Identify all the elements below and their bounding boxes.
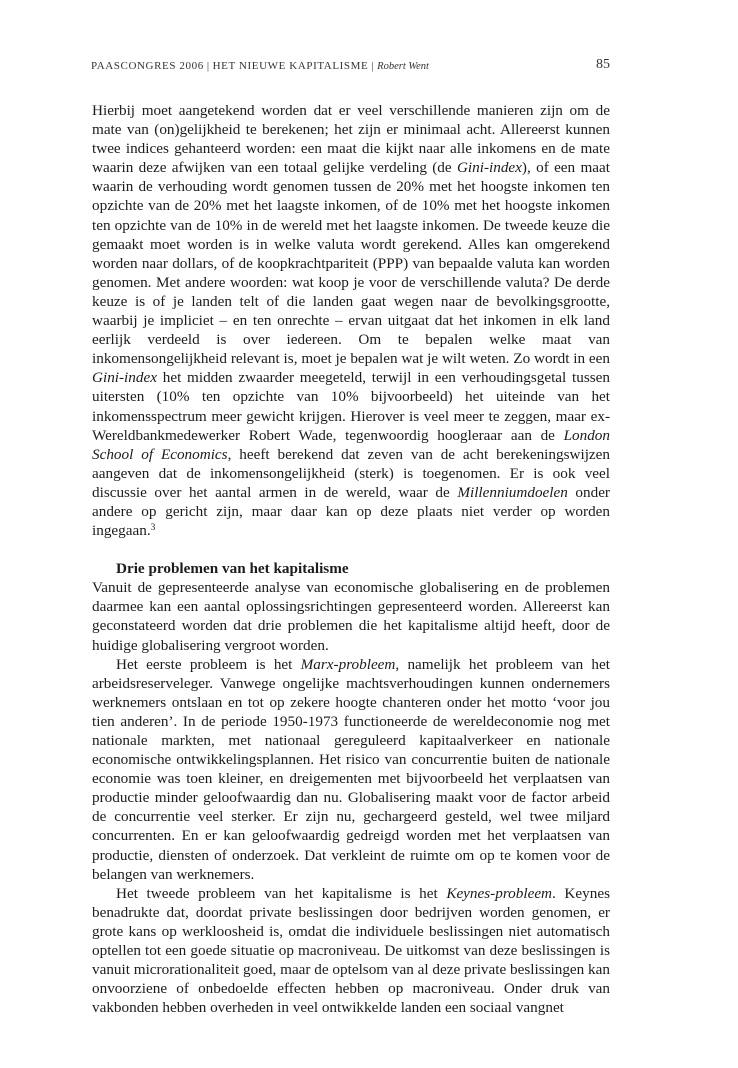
body-text (92, 101, 610, 1017)
italic-term: Millenniumdoelen (457, 483, 568, 501)
paragraph-intro: Vanuit de gepresenteerde analyse van economische globalisering en de problemen daarmee kan een aantal oplossingsrichtingen gepresenteerd worden. Allereerst kan geconstateerd worden dat drie problemen die het kapitalisme altijd heeft, door de huidige globalisering vergroot worden. (92, 579, 610, 654)
paragraph-keynes-probleem (92, 884, 610, 1018)
text-run: Het tweede probleem van het kapitalisme is het (116, 884, 447, 902)
section-heading: Drie problemen van het kapitalisme (116, 560, 349, 578)
header-run (91, 60, 429, 72)
italic-term: Gini-index (456, 159, 522, 177)
text-run: Hierbij moet aangetekend worden dat er veel verschillende manieren zijn om de mate van (on)gelijkheid te berekenen; het zijn er minimaal acht. Allereerst kunnen twee indices gehanteerd worden: een maat die kijkt naar alle inkomens en de mate waarin deze afwijken van een totaal gelijke verdeling (de (92, 102, 610, 177)
text-run: ), of een maat waarin de verhouding wordt genomen tussen de 20% met het hoogste inkomen ten opzichte van de 20% met het laagste inkomen, of de 10% met het hoogste inkomen ten opzichte van de 10% in de wereld met het laagste inkomen. De tweede keuze die gemaakt moet worden is in welke valuta wordt gerekend. Alles kan omgerekend worden naar dollars, of de koopkrachtpariteit (PPP) van bepaalde valuta kan worden genomen. Met andere woorden: wat koop je voor de verschillende valuta? De derde keuze is of je landen telt of die landen gaat wegen naar de bevolkingsgrootte, waarbij je impliciet – en ten onrechte – ervan uitgaat dat het inkomen in elk land eerlijk verdeeld is over iedereen. Om te bepalen welke maat van inkomensongelijkheid relevant is, moet je bepalen wat je wilt weten. Zo wordt in een (92, 159, 610, 368)
running-header (91, 57, 610, 78)
paragraph-marx-probleem (92, 655, 610, 884)
page-number: 85 (596, 57, 610, 72)
text-run: , namelijk het probleem van het arbeidsreserveleger. Vanwege ongelijke machtsverhoudingen kunnen ondernemers werknemers ontslaan en tot op zekere hoogte chanteren onder het motto ‘voor jou tien anderen’. In de periode 1950-1973 functioneerde de wereldeconomie nog met nationale markten, met nationaal gereguleerd kapitaalverkeer en nationale economische ontwikkelingsplannen. Het risico van concurrentie buiten de nationale economie was toen kleiner, en dreigementen met bijvoorbeeld het verplaatsen van productie minder geloofwaardig dan nu. Globalisering maakt voor de factor arbeid de concurrentie veel sterker. Er zijn nu, gechargeerd gesteld, wel twee miljard concurrenten. En er kan geloofwaardig gedreigd worden met het verplaatsen van productie, diensten of onderzoek. Dat verkleint de ruimte om op te komen voor de belangen van werknemers. (92, 655, 610, 883)
italic-term: Keynes-probleem (446, 884, 553, 902)
section-spacer (92, 540, 610, 559)
italic-term: London School of Economics (92, 426, 610, 463)
header-author: Robert Went (377, 61, 429, 72)
text-run: , heeft berekend dat zeven van de acht berekeningswijzen aangeven dat de inkomensongelijkheid (sterk) is toegenomen. Er is ook veel discussie over het aantal armen in de wereld, waar de (92, 445, 610, 501)
text-run: . Keynes benadrukte dat, doordat private beslissingen door bedrijven worden genomen, er grote kans op werkloosheid is, omdat die individuele beslissingen niet automatisch optellen tot een goede situatie op macroniveau. De uitkomst van deze beslissingen is vanuit microrationaliteit goed, maar de optelsom van al deze private beslissingen kan onvoorziene of onbedoelde effecten hebben op macroniveau. Onder druk van vakbonden hebben overheden in veel ontwikkelde landen een sociaal vangnet (92, 884, 610, 1017)
paragraph-ongelijkheid (92, 101, 610, 540)
italic-term: Marx-probleem (300, 655, 396, 673)
text-run: het midden zwaarder meegeteld, terwijl in een verhoudingsgetal tussen uitersten (10% ten opzichte van 10% bijvoorbeeld) het uiteinde van het inkomensspectrum meer gewicht krijgen. Hierover is veel meer te zeggen, maar ex-Wereldbankmedewerker Robert Wade, tegenwoordig hoogleraar aan de (92, 369, 610, 444)
footnote-reference: 3 (150, 523, 156, 534)
header-congress: PAASCONGRES 2006 (91, 60, 204, 72)
header-separator: | (371, 60, 375, 72)
header-book-title: HET NIEUWE KAPITALISME (212, 60, 369, 72)
header-separator: | (206, 60, 210, 72)
text-run: Het eerste probleem is het (116, 655, 301, 673)
text-run: onder andere op gericht zijn, maar daar kan op deze plaats niet verder op worden ingegaan. (92, 483, 610, 540)
italic-term: Gini-index (92, 369, 157, 387)
